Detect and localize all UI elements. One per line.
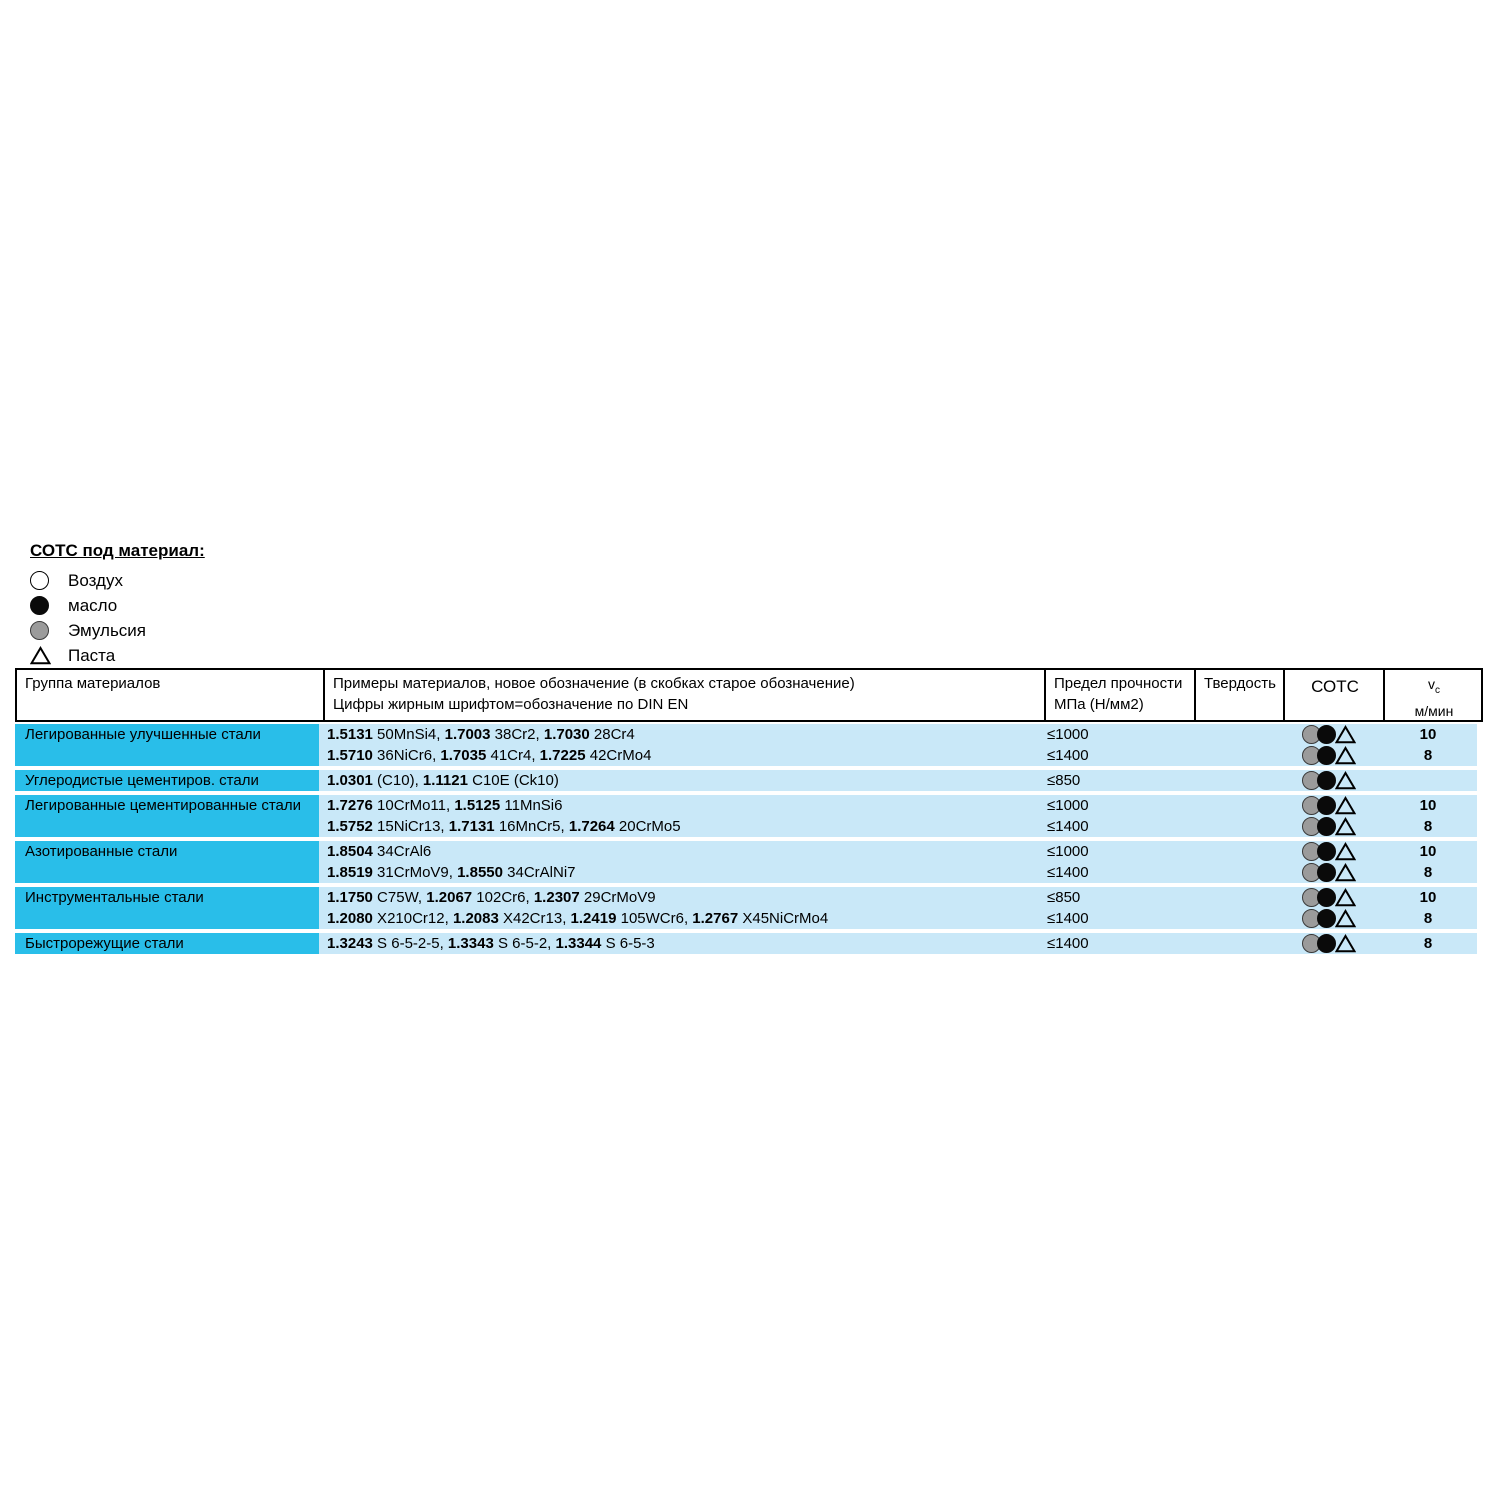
group-name-cell: Инструментальные стали bbox=[15, 887, 319, 929]
strength-cell: ≤850 bbox=[1047, 772, 1081, 789]
black-circle-icon bbox=[1317, 746, 1336, 765]
legend-item-oil bbox=[30, 593, 205, 618]
legend-item-label: Паста bbox=[68, 646, 116, 665]
material-line bbox=[319, 933, 1477, 954]
black-circle-icon bbox=[30, 596, 49, 615]
header-examples-line2: Цифры жирным шрифтом=обозначение по DIN EN bbox=[333, 696, 689, 713]
sots-cell bbox=[1279, 934, 1379, 953]
header-strength-line1: Предел прочности bbox=[1054, 675, 1183, 692]
table-row bbox=[15, 724, 1483, 766]
header-examples-column bbox=[323, 670, 1044, 721]
triangle-icon bbox=[1335, 725, 1356, 744]
vc-cell: 8 bbox=[1423, 864, 1433, 881]
table-row bbox=[15, 841, 1483, 883]
sots-cell bbox=[1279, 746, 1379, 765]
vc-cell: 10 bbox=[1419, 797, 1437, 814]
triangle-icon bbox=[1335, 888, 1356, 907]
black-circle-icon bbox=[1317, 888, 1336, 907]
table-row bbox=[15, 795, 1483, 837]
legend-item-emulsion bbox=[30, 618, 205, 643]
sots-cell bbox=[1279, 909, 1379, 928]
table-row bbox=[15, 933, 1483, 954]
black-circle-icon bbox=[1317, 934, 1336, 953]
table-row bbox=[15, 887, 1483, 929]
header-hardness-column: Твердость bbox=[1194, 670, 1283, 721]
legend-symbol-paste bbox=[30, 646, 68, 665]
header-vc-column bbox=[1383, 670, 1481, 721]
examples-cell: 1.0301 (C10), 1.1121 C10E (Ck10) bbox=[327, 772, 559, 789]
examples-cell: 1.7276 10CrMo11, 1.5125 11MnSi6 bbox=[327, 797, 563, 814]
gray-circle-icon bbox=[30, 621, 49, 640]
triangle-icon bbox=[1335, 934, 1356, 953]
strength-cell: ≤1400 bbox=[1047, 935, 1089, 952]
vc-cell: 10 bbox=[1419, 889, 1437, 906]
strength-cell: ≤1400 bbox=[1047, 747, 1089, 764]
triangle-icon bbox=[1335, 863, 1356, 882]
vc-cell: 10 bbox=[1419, 726, 1437, 743]
black-circle-icon bbox=[1317, 725, 1336, 744]
legend-symbol-oil bbox=[30, 596, 68, 615]
legend-symbol-air bbox=[30, 571, 68, 590]
strength-cell: ≤1000 bbox=[1047, 843, 1089, 860]
examples-cell: 1.8504 34CrAl6 bbox=[327, 843, 432, 860]
legend-item-air bbox=[30, 568, 205, 593]
material-line bbox=[319, 745, 1477, 766]
header-sots-column: СОТС bbox=[1283, 670, 1383, 721]
header-vc-symbol: $v_c$ bbox=[1428, 676, 1440, 696]
legend-symbol-emulsion bbox=[30, 621, 68, 640]
sots-cell bbox=[1279, 796, 1379, 815]
black-circle-icon bbox=[1317, 909, 1336, 928]
triangle-icon bbox=[1335, 771, 1356, 790]
triangle-icon bbox=[1335, 746, 1356, 765]
triangle-icon bbox=[30, 646, 51, 665]
black-circle-icon bbox=[1317, 796, 1336, 815]
black-circle-icon bbox=[1317, 842, 1336, 861]
legend-item-label: масло bbox=[68, 596, 118, 615]
table-body bbox=[15, 724, 1483, 954]
material-line bbox=[319, 908, 1477, 929]
material-line bbox=[319, 795, 1477, 816]
material-line bbox=[319, 887, 1477, 908]
sots-cell bbox=[1279, 888, 1379, 907]
vc-cell: 8 bbox=[1423, 747, 1433, 764]
triangle-icon bbox=[1335, 842, 1356, 861]
examples-cell: 1.3243 S 6-5-2-5, 1.3343 S 6-5-2, 1.3344 S 6-5-3 bbox=[327, 935, 655, 952]
vc-cell: 8 bbox=[1423, 818, 1433, 835]
header-strength-line2: МПа (Н/мм2) bbox=[1054, 696, 1144, 713]
table-header-row bbox=[15, 668, 1483, 722]
material-line bbox=[319, 816, 1477, 837]
group-name-cell: Легированные улучшенные стали bbox=[15, 724, 319, 766]
group-name-cell: Быстрорежущие стали bbox=[15, 933, 319, 954]
header-strength-column bbox=[1044, 670, 1194, 721]
strength-cell: ≤1400 bbox=[1047, 910, 1089, 927]
examples-cell: 1.5752 15NiCr13, 1.7131 16MnCr5, 1.7264 20CrMo5 bbox=[327, 818, 681, 835]
header-group-column: Группа материалов bbox=[25, 675, 161, 692]
examples-cell: 1.8519 31CrMoV9, 1.8550 34CrAlNi7 bbox=[327, 864, 576, 881]
white-circle-icon bbox=[30, 571, 49, 590]
black-circle-icon bbox=[1317, 817, 1336, 836]
sots-cell bbox=[1279, 842, 1379, 861]
vc-cell: 10 bbox=[1419, 843, 1437, 860]
examples-cell: 1.1750 C75W, 1.2067 102Cr6, 1.2307 29CrMoV9 bbox=[327, 889, 656, 906]
sots-cell bbox=[1279, 863, 1379, 882]
strength-cell: ≤1000 bbox=[1047, 797, 1089, 814]
legend-title: СОТС под материал: bbox=[30, 541, 205, 560]
material-line bbox=[319, 862, 1477, 883]
triangle-icon bbox=[1335, 817, 1356, 836]
triangle-icon bbox=[1335, 796, 1356, 815]
vc-cell: 8 bbox=[1423, 910, 1433, 927]
black-circle-icon bbox=[1317, 863, 1336, 882]
examples-cell: 1.2080 X210Cr12, 1.2083 X42Cr13, 1.2419 105WCr6, 1.2767 X45NiCrMo4 bbox=[327, 910, 829, 927]
material-line bbox=[319, 770, 1477, 791]
group-name-cell: Углеродистые цементиров. стали bbox=[15, 770, 319, 791]
sots-legend bbox=[30, 540, 205, 668]
group-name-cell: Легированные цементированные стали bbox=[15, 795, 319, 837]
strength-cell: ≤1400 bbox=[1047, 818, 1089, 835]
vc-cell: 8 bbox=[1423, 935, 1433, 952]
sots-cell bbox=[1279, 817, 1379, 836]
legend-item-paste bbox=[30, 643, 205, 668]
strength-cell: ≤850 bbox=[1047, 889, 1081, 906]
header-vc-unit: м/мин bbox=[1414, 702, 1454, 719]
examples-cell: 1.5710 36NiCr6, 1.7035 41Cr4, 1.7225 42CrMo4 bbox=[327, 747, 652, 764]
legend-item-label: Воздух bbox=[68, 571, 123, 590]
examples-cell: 1.5131 50MnSi4, 1.7003 38Cr2, 1.7030 28Cr4 bbox=[327, 726, 635, 743]
group-name-cell: Азотированные стали bbox=[15, 841, 319, 883]
materials-table bbox=[15, 668, 1483, 958]
material-line bbox=[319, 841, 1477, 862]
strength-cell: ≤1400 bbox=[1047, 864, 1089, 881]
sots-cell bbox=[1279, 771, 1379, 790]
sots-cell bbox=[1279, 725, 1379, 744]
strength-cell: ≤1000 bbox=[1047, 726, 1089, 743]
black-circle-icon bbox=[1317, 771, 1336, 790]
header-examples-line1: Примеры материалов, новое обозначение (в скобках старое обозначение) bbox=[333, 675, 855, 692]
table-row bbox=[15, 770, 1483, 791]
triangle-icon bbox=[1335, 909, 1356, 928]
legend-item-label: Эмульсия bbox=[68, 621, 147, 640]
material-line bbox=[319, 724, 1477, 745]
